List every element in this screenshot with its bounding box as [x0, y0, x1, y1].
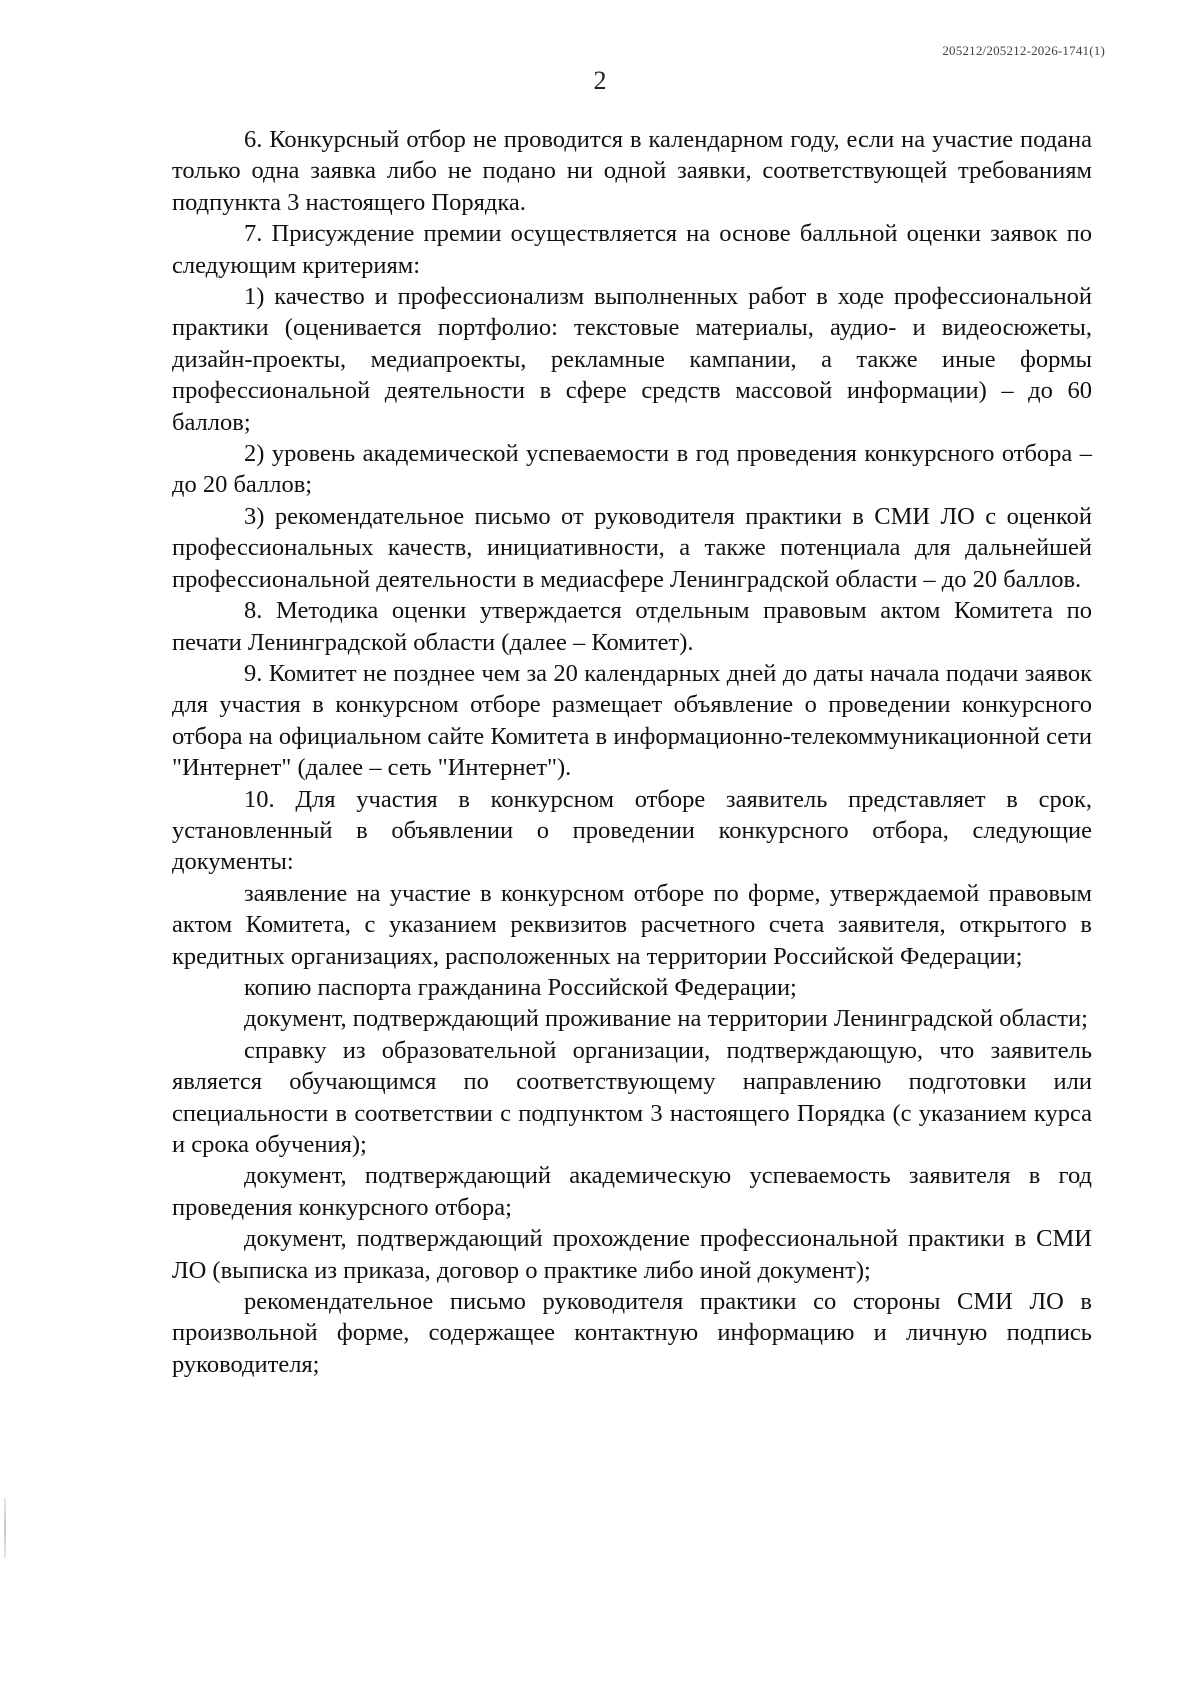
- document-body: [172, 124, 1092, 1380]
- clause-10-intro-paragraph: 10. Для участия в конкурсном отборе заявитель представляет в срок, установленный в объявлении о проведении конкурсного отбора, следующие документы:: [172, 785, 1092, 876]
- clause-7-criterion-2: 2) уровень академической успеваемости в год проведения конкурсного отбора – до 20 баллов;: [172, 440, 1092, 499]
- clause-7-criterion-3: 3) рекомендательное письмо от руководителя практики в СМИ ЛО с оценкой профессиональных качеств, инициативности, а также потенциала для дальнейшей профессиональной деятельности в медиасфере Ленинградской области – до 20 баллов.: [172, 502, 1092, 593]
- document-id: 205212/205212-2026-1741(1): [942, 43, 1105, 58]
- clause-7-intro-paragraph: 7. Присуждение премии осуществляется на основе балльной оценки заявок по следующим критериям:: [172, 220, 1092, 279]
- clause-10-document-passport: копию паспорта гражданина Российской Федерации;: [244, 973, 797, 1001]
- clause-9-paragraph: 9. Комитет не позднее чем за 20 календарных дней до даты начала подачи заявок для участия в конкурсном отборе размещает объявление о проведении конкурсного отбора на официальном сайте Комитета в информационно-телекоммуникационной сети "Интернет" (далее – сеть "Интернет").: [172, 659, 1092, 782]
- clause-8-paragraph: 8. Методика оценки утверждается отдельным правовым актом Комитета по печати Ленинградской области (далее – Комитет).: [172, 597, 1092, 656]
- scan-edge-mark: [4, 1498, 6, 1558]
- clause-10-document-internship: документ, подтверждающий прохождение профессиональной практики в СМИ ЛО (выписка из приказа, договор о практике либо иной документ);: [172, 1225, 1092, 1284]
- clause-10-document-residence: документ, подтверждающий проживание на территории Ленинградской области;: [244, 1005, 1088, 1033]
- clause-7-criterion-1: 1) качество и профессионализм выполненных работ в ходе профессиональной практики (оценивается портфолио: текстовые материалы, аудио- и видеосюжеты, дизайн-проекты, медиапроекты, рекламные кампании, а также иные формы профессиональной деятельности в сфере средств массовой информации) – до 60 баллов;: [172, 283, 1092, 436]
- page-number: 2: [593, 66, 607, 95]
- clause-10-document-application: заявление на участие в конкурсном отборе по форме, утверждаемой правовым актом Комитета, с указанием реквизитов расчетного счета заявителя, открытого в кредитных организациях, расположенных на территории Российской Федерации;: [172, 879, 1092, 970]
- clause-10-document-academic-performance: документ, подтверждающий академическую успеваемость заявителя в год проведения конкурсного отбора;: [172, 1162, 1092, 1221]
- clause-10-document-recommendation-letter: рекомендательное письмо руководителя практики со стороны СМИ ЛО в произвольной форме, содержащее контактную информацию и личную подпись руководителя;: [172, 1288, 1092, 1378]
- clause-10-document-enrollment-certificate: справку из образовательной организации, подтверждающую, что заявитель является обучающимся по соответствующему направлению подготовки или специальности в соответствии с подпунктом 3 настоящего Порядка (с указанием курса и срока обучения);: [172, 1036, 1092, 1158]
- clause-6-paragraph: 6. Конкурсный отбор не проводится в календарном году, если на участие подана только одна заявка либо не подано ни одной заявки, соответствующей требованиям подпункта 3 настоящего Порядка.: [172, 126, 1092, 216]
